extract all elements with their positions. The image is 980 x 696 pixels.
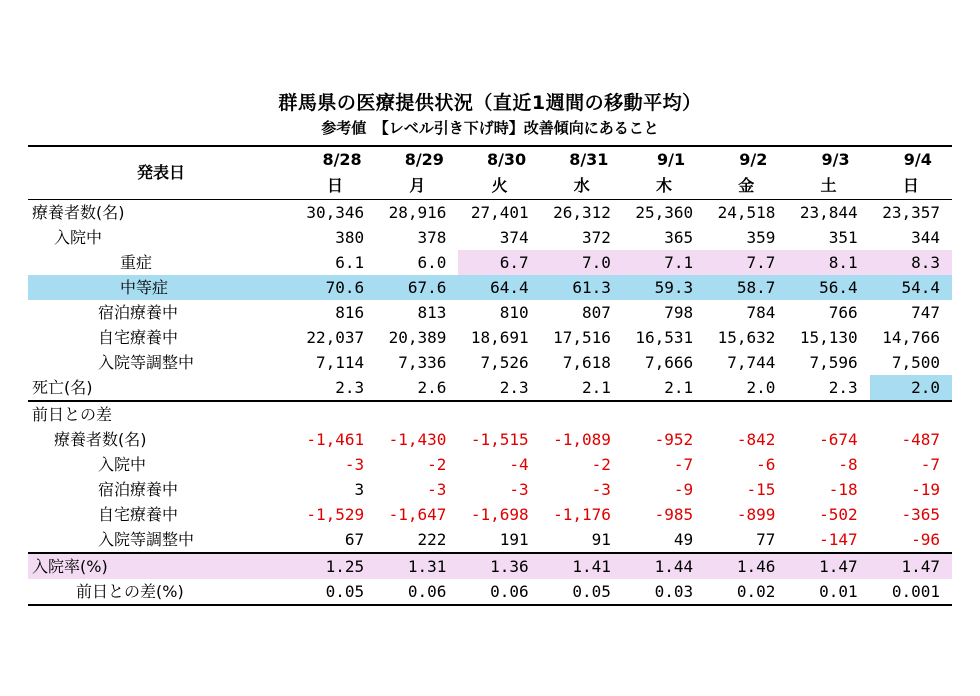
rate-cell: 1.36: [458, 553, 540, 579]
diff-section-label: 前日との差: [32, 405, 113, 424]
header-weekday: 日: [327, 176, 344, 195]
diff-cell: -9: [673, 480, 694, 499]
diff-cell: -7: [920, 455, 940, 474]
diff-row-label: 入院中: [98, 455, 147, 474]
table-cell: 70.6: [294, 275, 376, 300]
table-cell: 26,312: [541, 200, 623, 226]
rate-cell: 0.03: [623, 579, 705, 605]
diff-row: [28, 502, 952, 527]
diff-cell: -1,698: [470, 505, 529, 524]
table-cell: 67.6: [376, 275, 458, 300]
header-weekday: 金: [738, 176, 755, 195]
table-cell: 7.0: [541, 250, 623, 275]
diff-cell: -147: [787, 527, 869, 553]
diff-cell: -1,089: [553, 430, 611, 449]
table-cell: 22,037: [306, 328, 365, 347]
table-cell: 344: [911, 228, 940, 247]
diff-row: [28, 452, 952, 477]
diff-cell: -3: [509, 480, 529, 499]
header-date: 8/28: [294, 146, 376, 173]
diff-cell: 49: [623, 527, 705, 553]
table-cell: 61.3: [541, 275, 623, 300]
table-cell: 25,360: [623, 200, 705, 226]
diff-section-label-row: [28, 401, 952, 427]
diff-row-label: 療養者数(名): [54, 430, 147, 449]
table-cell: 20,389: [388, 328, 447, 347]
header-weekday: 日: [902, 176, 919, 195]
diff-cell: -1,461: [306, 430, 365, 449]
table-row: [28, 200, 952, 226]
diff-cell: -8: [838, 455, 858, 474]
diff-row: [28, 427, 952, 452]
diff-cell: -2: [591, 455, 611, 474]
header-date: 9/4: [870, 146, 952, 173]
rate-cell: 0.05: [294, 579, 376, 605]
diff-cell: -18: [828, 480, 858, 499]
row-label: 重症: [120, 253, 153, 272]
table-cell: 7,666: [645, 353, 694, 372]
table-cell: 747: [911, 303, 940, 322]
header-date: 9/1: [623, 146, 705, 173]
diff-cell: -1,176: [553, 505, 611, 524]
diff-cell: -842: [736, 430, 776, 449]
rate-row-label: 前日との差(%): [28, 579, 294, 605]
table-cell: 56.4: [787, 275, 869, 300]
diff-cell: -3: [344, 455, 365, 474]
header-date-row: [28, 146, 952, 173]
table-cell: 7.1: [623, 250, 705, 275]
diff-row: [28, 527, 952, 553]
table-cell: 2.3: [787, 375, 869, 401]
table-cell: 15,632: [717, 328, 776, 347]
table-cell: 64.4: [458, 275, 540, 300]
diff-row-label: 入院等調整中: [28, 527, 294, 553]
table-cell: 6.1: [335, 253, 365, 272]
header-date: 8/31: [541, 146, 623, 173]
diff-cell: -1,430: [388, 430, 447, 449]
table-cell: 17,516: [553, 328, 611, 347]
diff-cell: -3: [427, 480, 447, 499]
table-cell: 54.4: [870, 275, 952, 300]
diff-cell: 222: [376, 527, 458, 553]
table-cell: 2.3: [294, 375, 376, 401]
table-cell: 14,766: [882, 328, 940, 347]
table-cell: 7,526: [480, 353, 529, 372]
table-cell: 2.1: [541, 375, 623, 401]
row-label: 療養者数(名): [28, 200, 294, 226]
table-cell: 8.3: [870, 250, 952, 275]
diff-cell: -19: [911, 480, 940, 499]
page-subtitle: 参考値 【レベル引き下げ時】改善傾向にあること: [321, 119, 659, 137]
header-weekday: 火: [491, 176, 508, 195]
table-cell: 7,336: [398, 353, 447, 372]
table-cell: 372: [582, 228, 611, 247]
diff-cell: -2: [427, 455, 447, 474]
header-weekday: 水: [573, 176, 590, 195]
table-cell: 59.3: [623, 275, 705, 300]
diff-cell: 67: [294, 527, 376, 553]
table-cell: 23,844: [787, 200, 869, 226]
table-cell: 2.1: [623, 375, 705, 401]
diff-cell: 77: [705, 527, 787, 553]
table-cell: 813: [417, 303, 447, 322]
table-row: [28, 350, 952, 375]
row-label: 宿泊療養中: [98, 303, 179, 322]
table-cell: 816: [335, 303, 365, 322]
diff-cell: -1,647: [388, 505, 447, 524]
diff-cell: -96: [870, 527, 952, 553]
rate-cell: 1.25: [294, 553, 376, 579]
header-date: 8/30: [458, 146, 540, 173]
table-cell: 6.0: [417, 253, 447, 272]
table-cell: 23,357: [870, 200, 952, 226]
header-weekday: 土: [820, 176, 837, 195]
header-label: 発表日: [28, 146, 294, 200]
table-cell: 7,744: [727, 353, 776, 372]
diff-cell: -6: [756, 455, 776, 474]
diff-row-label: 自宅療養中: [98, 505, 179, 524]
rate-row-label: 入院率(%): [28, 553, 294, 579]
table-cell: 30,346: [294, 200, 376, 226]
table-cell: 380: [335, 228, 365, 247]
diff-cell: -7: [673, 455, 694, 474]
rate-cell: 0.06: [458, 579, 540, 605]
diff-cell: -3: [591, 480, 611, 499]
table-cell: 15,130: [799, 328, 858, 347]
table-cell: 365: [664, 228, 694, 247]
table-cell: 27,401: [458, 200, 540, 226]
table-cell: 7,596: [809, 353, 858, 372]
table-cell: 16,531: [635, 328, 694, 347]
diff-cell: -4: [509, 455, 529, 474]
table-cell: 784: [746, 303, 776, 322]
row-label: 入院等調整中: [98, 353, 195, 372]
rate-cell: 0.001: [870, 579, 952, 605]
header-weekday: 月: [409, 176, 426, 195]
diff-row-label: 宿泊療養中: [98, 480, 179, 499]
diff-cell: -899: [736, 505, 776, 524]
rate-row: [28, 579, 952, 605]
table-cell: 766: [828, 303, 858, 322]
table-cell: 18,691: [470, 328, 529, 347]
table-cell: 810: [499, 303, 529, 322]
table-cell: 7,500: [891, 353, 940, 372]
rate-cell: 1.31: [376, 553, 458, 579]
diff-cell: 3: [354, 480, 365, 499]
rate-cell: 0.01: [787, 579, 869, 605]
rate-cell: 1.46: [705, 553, 787, 579]
diff-cell: -1,515: [470, 430, 529, 449]
header-weekday: 木: [656, 176, 673, 195]
diff-row: [28, 477, 952, 502]
table-cell: 798: [664, 303, 694, 322]
header-date: 9/3: [787, 146, 869, 173]
table-row: [28, 375, 952, 401]
table-cell: 7.7: [705, 250, 787, 275]
table-cell: 24,518: [705, 200, 787, 226]
page-title: 群馬県の医療提供状況（直近1週間の移動平均）: [278, 92, 702, 114]
table-cell: 6.7: [458, 250, 540, 275]
table-cell: 807: [582, 303, 611, 322]
row-label: 入院中: [54, 228, 103, 247]
table-cell: 2.0: [870, 375, 952, 401]
table-cell: 2.0: [705, 375, 787, 401]
table-row: [28, 275, 952, 300]
table-row: [28, 325, 952, 350]
rate-row: [28, 553, 952, 579]
diff-cell: -365: [901, 505, 940, 524]
table-cell: 58.7: [705, 275, 787, 300]
rate-cell: 0.06: [376, 579, 458, 605]
diff-cell: -985: [654, 505, 694, 524]
table-cell: 351: [828, 228, 858, 247]
table-row: [28, 250, 952, 275]
rate-cell: 1.41: [541, 553, 623, 579]
rate-cell: 0.02: [705, 579, 787, 605]
table-cell: 378: [417, 228, 447, 247]
table-cell: 359: [746, 228, 776, 247]
row-label: 中等症: [28, 275, 294, 300]
row-label: 死亡(名): [28, 375, 294, 401]
diff-cell: -674: [819, 430, 858, 449]
header-date: 9/2: [705, 146, 787, 173]
rate-cell: 1.47: [870, 553, 952, 579]
table-cell: 374: [499, 228, 529, 247]
header-date: 8/29: [376, 146, 458, 173]
table-cell: 7,114: [316, 353, 365, 372]
table-row: [28, 300, 952, 325]
diff-cell: 191: [458, 527, 540, 553]
diff-cell: -952: [654, 430, 694, 449]
table-cell: 2.3: [458, 375, 540, 401]
medical-status-table: [28, 145, 952, 606]
table-cell: 28,916: [376, 200, 458, 226]
diff-cell: -15: [746, 480, 776, 499]
diff-cell: -487: [901, 430, 940, 449]
table-cell: 8.1: [787, 250, 869, 275]
row-label: 自宅療養中: [98, 328, 179, 347]
rate-cell: 1.47: [787, 553, 869, 579]
table-row: [28, 225, 952, 250]
diff-cell: -502: [819, 505, 858, 524]
rate-cell: 0.05: [541, 579, 623, 605]
rate-cell: 1.44: [623, 553, 705, 579]
table-cell: 7,618: [562, 353, 611, 372]
table-cell: 2.6: [376, 375, 458, 401]
diff-cell: -1,529: [306, 505, 365, 524]
diff-cell: 91: [541, 527, 623, 553]
